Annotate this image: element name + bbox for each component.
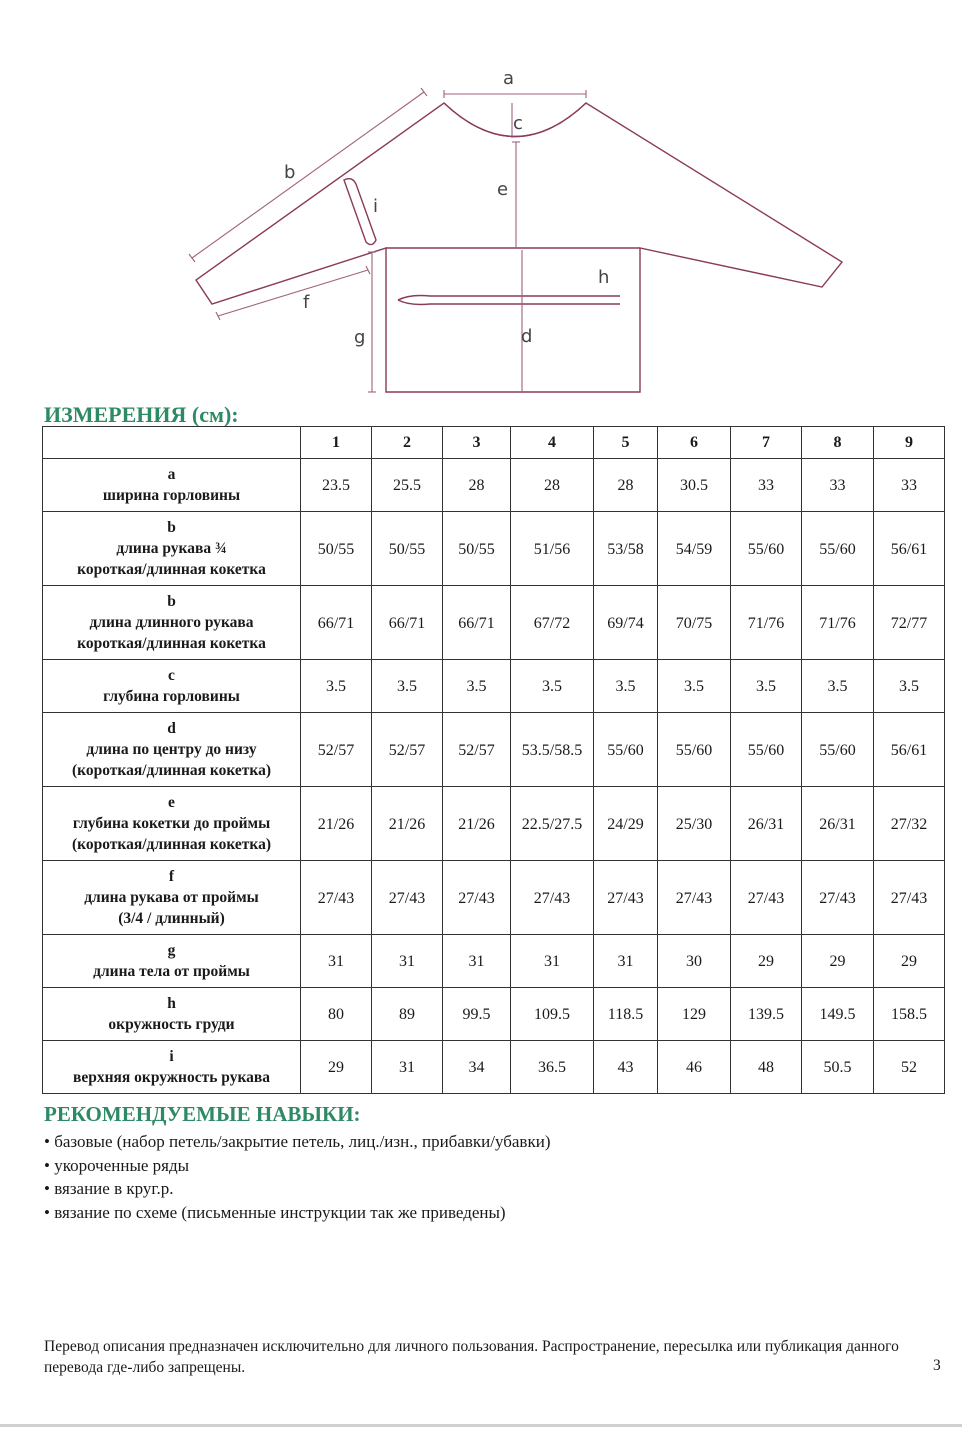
chest-shape xyxy=(398,296,620,305)
measurement-value: 33 xyxy=(802,459,874,512)
measurement-description: длина рукава ¾ xyxy=(116,540,227,557)
measurement-value: 28 xyxy=(594,459,658,512)
measurement-letter: d xyxy=(167,720,176,737)
measurement-value: 29 xyxy=(874,935,945,988)
measurement-letter: b xyxy=(167,593,176,610)
measurement-value: 55/60 xyxy=(731,512,802,586)
measurement-value: 50/55 xyxy=(301,512,372,586)
measurement-value: 31 xyxy=(443,935,511,988)
label-d: d xyxy=(521,326,533,347)
measurement-value: 29 xyxy=(301,1041,372,1094)
measurement-value: 3.5 xyxy=(511,660,594,713)
measurement-label xyxy=(43,713,301,787)
measurement-label xyxy=(43,787,301,861)
measurement-value: 26/31 xyxy=(802,787,874,861)
measurement-row xyxy=(43,787,945,861)
measurement-letter: a xyxy=(167,466,176,483)
sleeve-gusset xyxy=(344,179,379,245)
measurement-description: (короткая/длинная кокетка) xyxy=(71,836,272,853)
measurement-value: 55/60 xyxy=(594,713,658,787)
measurement-value: 71/76 xyxy=(731,586,802,660)
measurement-row xyxy=(43,861,945,935)
measurement-value: 48 xyxy=(731,1041,802,1094)
measurement-value: 29 xyxy=(731,935,802,988)
measurement-description: длина длинного рукава xyxy=(89,614,254,631)
size-header: 7 xyxy=(731,427,802,459)
label-i: i xyxy=(373,196,379,217)
measurement-letter: g xyxy=(167,942,176,959)
measurement-value: 27/43 xyxy=(594,861,658,935)
measurement-value: 30 xyxy=(658,935,731,988)
measurement-letter: c xyxy=(168,667,175,684)
measurement-value: 66/71 xyxy=(372,586,443,660)
measurement-value: 69/74 xyxy=(594,586,658,660)
measurement-label xyxy=(43,459,301,512)
size-header: 5 xyxy=(594,427,658,459)
measurement-description: глубина горловины xyxy=(103,688,240,705)
measurement-description: верхняя окружность рукава xyxy=(72,1069,271,1086)
sweater-schematic xyxy=(0,0,962,400)
measurement-row xyxy=(43,713,945,787)
measurement-value: 21/26 xyxy=(443,787,511,861)
measurement-value: 3.5 xyxy=(372,660,443,713)
measurement-value: 54/59 xyxy=(658,512,731,586)
measurement-value: 27/43 xyxy=(301,861,372,935)
label-b: b xyxy=(284,162,296,183)
measurement-value: 3.5 xyxy=(658,660,731,713)
measurement-label xyxy=(43,988,301,1041)
measurement-value: 25/30 xyxy=(658,787,731,861)
measurement-label xyxy=(43,512,301,586)
measurement-value: 71/76 xyxy=(802,586,874,660)
measurement-description: длина тела от проймы xyxy=(93,963,250,980)
measurement-value: 27/43 xyxy=(443,861,511,935)
measurements-heading: ИЗМЕРЕНИЯ (см): xyxy=(44,402,239,427)
measurement-value: 56/61 xyxy=(874,713,945,787)
measurement-value: 52/57 xyxy=(443,713,511,787)
measurement-description: длина по центру до низу xyxy=(86,741,257,758)
measurement-value: 31 xyxy=(511,935,594,988)
measurement-value: 3.5 xyxy=(874,660,945,713)
measurement-value: 149.5 xyxy=(802,988,874,1041)
measurement-value: 3.5 xyxy=(802,660,874,713)
measurement-value: 31 xyxy=(372,1041,443,1094)
measurement-value: 27/43 xyxy=(731,861,802,935)
measurement-value: 80 xyxy=(301,988,372,1041)
measurement-value: 26/31 xyxy=(731,787,802,861)
measurement-value: 31 xyxy=(372,935,443,988)
measurement-description: длина рукава от проймы xyxy=(84,889,259,906)
measurement-value: 50.5 xyxy=(802,1041,874,1094)
measurement-row xyxy=(43,459,945,512)
skills-heading: РЕКОМЕНДУЕМЫЕ НАВЫКИ: xyxy=(44,1102,361,1126)
measurement-value: 158.5 xyxy=(874,988,945,1041)
measurement-label xyxy=(43,660,301,713)
measurement-description: (короткая/длинная кокетка) xyxy=(71,762,272,779)
size-header: 3 xyxy=(443,427,511,459)
measurement-value: 3.5 xyxy=(731,660,802,713)
measurement-value: 55/60 xyxy=(658,713,731,787)
measurement-description: окружность груди xyxy=(108,1016,235,1033)
size-header: 4 xyxy=(511,427,594,459)
measurement-value: 52/57 xyxy=(301,713,372,787)
footer-note: Перевод описания предназначен исключительно для личного пользования. Распространение, пересылка или публикация данного перевода где-либо запрещены. xyxy=(44,1338,899,1376)
measurement-value: 56/61 xyxy=(874,512,945,586)
measurement-value: 72/77 xyxy=(874,586,945,660)
measurement-value: 22.5/27.5 xyxy=(511,787,594,861)
label-g: g xyxy=(354,327,366,348)
label-e: e xyxy=(497,179,509,200)
measurement-description: короткая/длинная кокетка xyxy=(77,635,266,652)
measurement-value: 53/58 xyxy=(594,512,658,586)
measurement-value: 66/71 xyxy=(443,586,511,660)
corner-cell xyxy=(43,427,301,459)
skill-item: • вязание по схеме (письменные инструкции так же приведены) xyxy=(44,1201,550,1225)
measurement-value: 55/60 xyxy=(802,512,874,586)
measurement-value: 99.5 xyxy=(443,988,511,1041)
measurement-value: 28 xyxy=(511,459,594,512)
size-header: 9 xyxy=(874,427,945,459)
measurement-value: 21/26 xyxy=(372,787,443,861)
label-h: h xyxy=(598,267,610,288)
skill-item: • вязание в круг.р. xyxy=(44,1177,550,1201)
measurement-value: 27/43 xyxy=(658,861,731,935)
measurement-value: 118.5 xyxy=(594,988,658,1041)
measurement-value: 43 xyxy=(594,1041,658,1094)
measurement-value: 55/60 xyxy=(731,713,802,787)
measurement-value: 27/43 xyxy=(372,861,443,935)
size-header: 6 xyxy=(658,427,731,459)
measurement-value: 89 xyxy=(372,988,443,1041)
page-number: 3 xyxy=(933,1357,941,1374)
measurement-label xyxy=(43,586,301,660)
measurement-value: 46 xyxy=(658,1041,731,1094)
measurement-description: ширина горловины xyxy=(102,487,241,504)
measurement-label xyxy=(43,861,301,935)
measurement-value: 3.5 xyxy=(301,660,372,713)
measurement-letter: e xyxy=(168,794,175,811)
measurement-value: 53.5/58.5 xyxy=(511,713,594,787)
size-header-row xyxy=(43,427,945,459)
size-header: 1 xyxy=(301,427,372,459)
measurement-row xyxy=(43,1041,945,1094)
measurement-value: 27/43 xyxy=(802,861,874,935)
measurement-value: 34 xyxy=(443,1041,511,1094)
measurement-value: 67/72 xyxy=(511,586,594,660)
label-a: a xyxy=(503,68,515,89)
measurement-description: (3/4 / длинный) xyxy=(118,910,225,927)
measurement-value: 28 xyxy=(443,459,511,512)
measurement-value: 25.5 xyxy=(372,459,443,512)
measurement-value: 51/56 xyxy=(511,512,594,586)
measurement-description: короткая/длинная кокетка xyxy=(77,561,266,578)
measurement-letter: h xyxy=(167,995,176,1012)
measurement-value: 109.5 xyxy=(511,988,594,1041)
measurement-label xyxy=(43,935,301,988)
measurement-value: 50/55 xyxy=(443,512,511,586)
measurement-value: 31 xyxy=(301,935,372,988)
measurement-value: 27/43 xyxy=(511,861,594,935)
measurement-row xyxy=(43,935,945,988)
size-header: 2 xyxy=(372,427,443,459)
skills-list xyxy=(44,1130,550,1224)
measurement-value: 52/57 xyxy=(372,713,443,787)
measurement-value: 29 xyxy=(802,935,874,988)
measurement-value: 36.5 xyxy=(511,1041,594,1094)
measurement-row xyxy=(43,988,945,1041)
size-header: 8 xyxy=(802,427,874,459)
measurement-letter: b xyxy=(167,519,176,536)
measurement-value: 33 xyxy=(874,459,945,512)
measurement-value: 3.5 xyxy=(594,660,658,713)
skill-item: • базовые (набор петель/закрытие петель, лиц./изн., прибавки/убавки) xyxy=(44,1130,550,1154)
measurement-value: 129 xyxy=(658,988,731,1041)
measurement-value: 66/71 xyxy=(301,586,372,660)
measurement-value: 52 xyxy=(874,1041,945,1094)
measurement-value: 139.5 xyxy=(731,988,802,1041)
skill-item: • укороченные ряды xyxy=(44,1154,550,1178)
measurement-value: 55/60 xyxy=(802,713,874,787)
measurement-description: глубина кокетки до проймы xyxy=(72,815,271,832)
measurement-value: 30.5 xyxy=(658,459,731,512)
measurement-value: 3.5 xyxy=(443,660,511,713)
measurement-label xyxy=(43,1041,301,1094)
measurement-letter: f xyxy=(168,868,175,885)
measurement-value: 27/32 xyxy=(874,787,945,861)
measurement-value: 27/43 xyxy=(874,861,945,935)
label-c: c xyxy=(513,113,523,134)
measurement-row xyxy=(43,660,945,713)
measurement-value: 50/55 xyxy=(372,512,443,586)
measurement-value: 24/29 xyxy=(594,787,658,861)
measurements-table xyxy=(42,426,945,1094)
measurement-row xyxy=(43,512,945,586)
measurement-value: 33 xyxy=(731,459,802,512)
measurement-row xyxy=(43,586,945,660)
measurement-value: 23.5 xyxy=(301,459,372,512)
measurement-value: 70/75 xyxy=(658,586,731,660)
measurement-value: 31 xyxy=(594,935,658,988)
measurement-value: 21/26 xyxy=(301,787,372,861)
bottom-divider xyxy=(0,1424,962,1427)
measurement-letter: i xyxy=(169,1048,174,1065)
label-f: f xyxy=(303,292,310,313)
